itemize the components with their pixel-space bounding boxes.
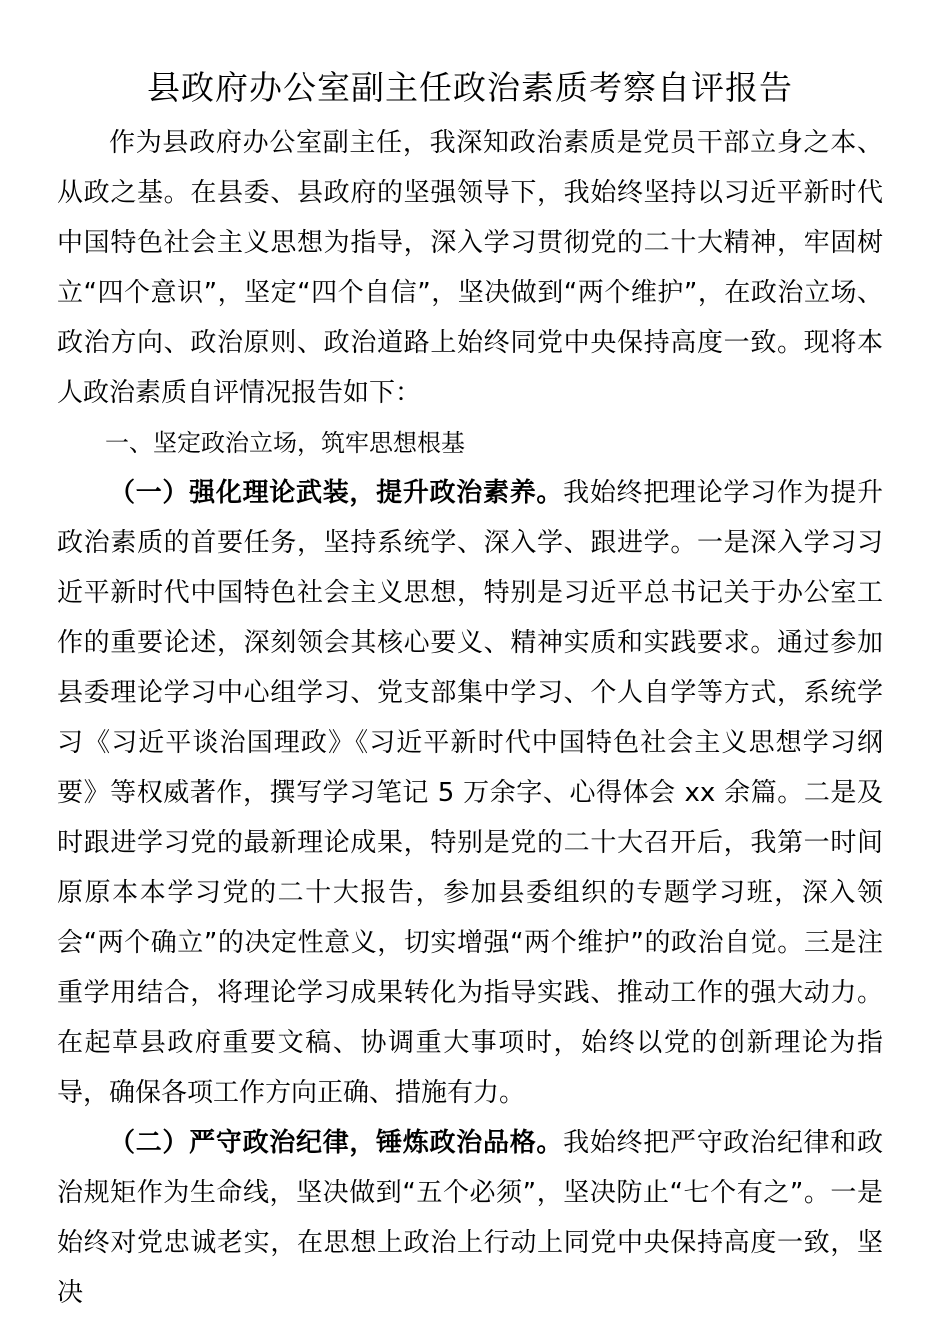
section-heading-1: 一、坚定政治立场，筑牢思想根基 bbox=[105, 429, 465, 457]
document-page bbox=[57, 58, 883, 1318]
subsection-paragraph-2 bbox=[57, 1118, 883, 1318]
document-title: 县政府办公室副主任政治素质考察自评报告 bbox=[147, 68, 793, 107]
subsection-body-2: 我始终把严守政治纪律和政治规矩作为生命线，坚决做到“五个必须”，坚决防止“七个有之”。一是始终对党忠诚老实，在思想上政治上行动上同党中央保持高度一致，坚决 bbox=[57, 1128, 883, 1308]
subsection-lead-1: （一）强化理论武装，提升政治素养。 bbox=[109, 478, 564, 508]
intro-paragraph: 作为县政府办公室副主任，我深知政治素质是党员干部立身之本、从政之基。在县委、县政府的坚强领导下，我始终坚持以习近平新时代中国特色社会主义思想为指导，深入学习贯彻党的二十大精神，牢固树立“四个意识”，坚定“四个自信”，坚决做到“两个维护”，在政治立场、政治方向、政治原则、政治道路上始终同党中央保持高度一致。现将本人政治素质自评情况报告如下： bbox=[57, 128, 883, 408]
subsection-body-1: 我始终把理论学习作为提升政治素质的首要任务，坚持系统学、深入学、跟进学。一是深入学习习近平新时代中国特色社会主义思想，特别是习近平总书记关于办公室工作的重要论述，深刻领会其核心要义、精神实质和实践要求。通过参加县委理论学习中心组学习、党支部集中学习、个人自学等方式，系统学习《习近平谈治国理政》《习近平新时代中国特色社会主义思想学习纲要》等权威著作，撰写学习笔记 5 万余字、心得体会 xx 余篇。二是及时跟进学习党的最新理论成果，特别是党的二十大召开后，我第一时间原原本本学习党的二十大报告，参加县委组织的专题学习班，深入领会“两个确立”的决定性意义，切实增强“两个维护”的政治自觉。三是注重学用结合，将理论学习成果转化为指导实践、推动工作的强大动力。在起草县政府重要文稿、协调重大事项时，始终以党的创新理论为指导，确保各项工作方向正确、措施有力。 bbox=[57, 478, 883, 1108]
subsection-lead-2: （二）严守政治纪律，锤炼政治品格。 bbox=[109, 1128, 564, 1158]
subsection-paragraph-1 bbox=[57, 468, 883, 1118]
